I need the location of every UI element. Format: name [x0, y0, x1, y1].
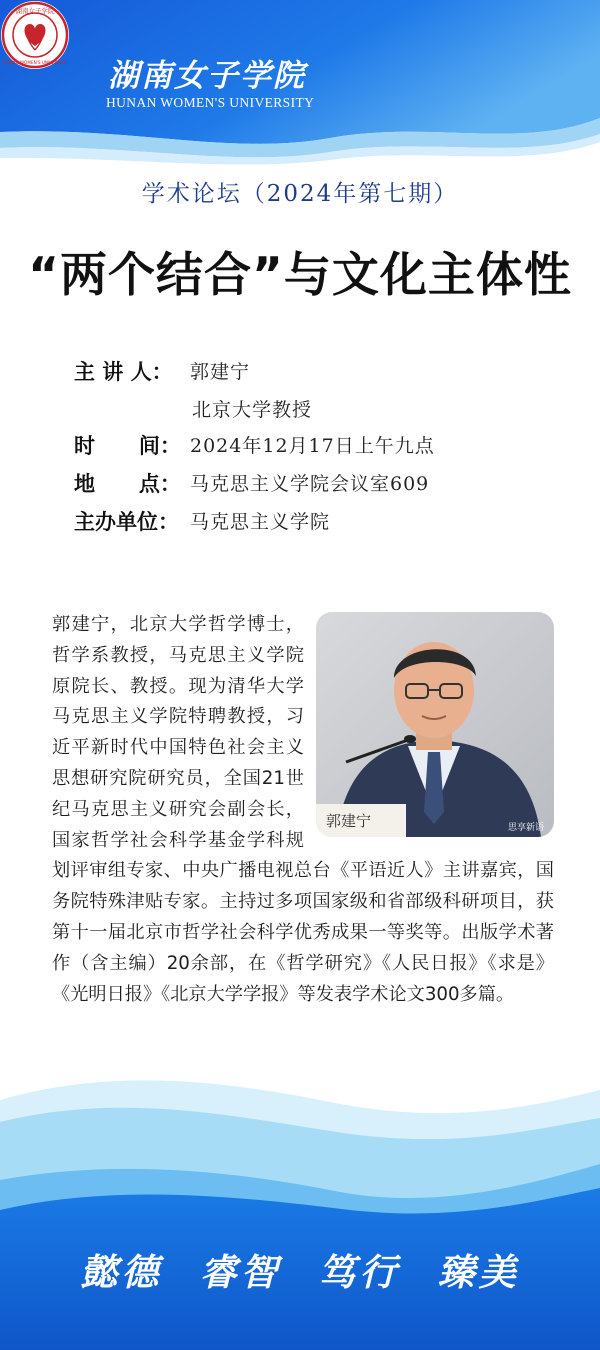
lecture-title: “两个结合”与文化主体性 — [28, 248, 572, 303]
place-value: 马克思主义学院会议室609 — [190, 473, 430, 495]
nameplate-text: 郭建宁 — [326, 812, 372, 830]
motto-word-3: 笃行 — [318, 1250, 401, 1294]
speaker-photo — [316, 612, 554, 837]
motto-word-4: 臻美 — [437, 1250, 520, 1294]
school-name-cn: 湖南女子学院 — [108, 58, 306, 94]
place-row — [74, 468, 574, 506]
time-label: 时 间： — [74, 434, 181, 458]
motto — [0, 1242, 600, 1296]
forum-series-title: 学术论坛（2024年第七期） — [141, 181, 459, 207]
host-label: 主办单位： — [74, 510, 179, 534]
photo-watermark: 思享新语 — [507, 823, 544, 833]
speaker-title-row — [74, 394, 574, 430]
speaker-bio — [52, 610, 554, 1010]
motto-word-2: 睿智 — [199, 1250, 282, 1294]
host-value: 马克思主义学院 — [190, 511, 331, 533]
footer-wave-bg — [0, 1060, 600, 1350]
time-value: 2024年12月17日上午九点 — [190, 435, 435, 457]
speaker-name: 郭建宁 — [190, 361, 251, 383]
event-details — [74, 356, 574, 544]
speaker-row — [74, 356, 574, 394]
speaker-portrait-illustration — [316, 612, 554, 837]
emblem-top-text: 湖南女子学院 — [15, 7, 55, 15]
speaker-label: 主 讲 人： — [74, 360, 173, 384]
time-row — [74, 430, 574, 468]
bio-text: 郭建宁，北京大学哲学博士，哲学系教授，马克思主义学院原院长、教授。现为清华大学马克思主义学院特聘教授，习近平新时代中国特色社会主义思想研究院研究员，全国21世纪马克思主义研究会副会长，国家哲学社会科学基金学科规划评审组专家、中央广播电视总台《平语近人》主讲嘉宾，国务院特殊津贴专家。主持过多项国家级和省部级科研项目，获第十一届北京市哲学社会科学优秀成果一等奖等。出版学术著作（含主编）20余部，在《哲学研究》《人民日报》《求是》《光明日报》《北京大学学报》等发表学术论文300多篇。 — [52, 614, 554, 1005]
university-emblem-icon — [0, 0, 70, 70]
header-banner — [0, 0, 600, 170]
host-row — [74, 506, 574, 544]
motto-word-1: 懿德 — [80, 1250, 163, 1294]
place-label: 地 点： — [74, 472, 181, 496]
emblem-ring-text: HUNAN WOMEN'S UNIVERSITY — [3, 60, 67, 65]
speaker-title: 北京大学教授 — [192, 399, 313, 421]
school-name-en: HUNAN WOMEN'S UNIVERSITY — [106, 95, 315, 110]
footer-banner — [0, 1060, 600, 1350]
